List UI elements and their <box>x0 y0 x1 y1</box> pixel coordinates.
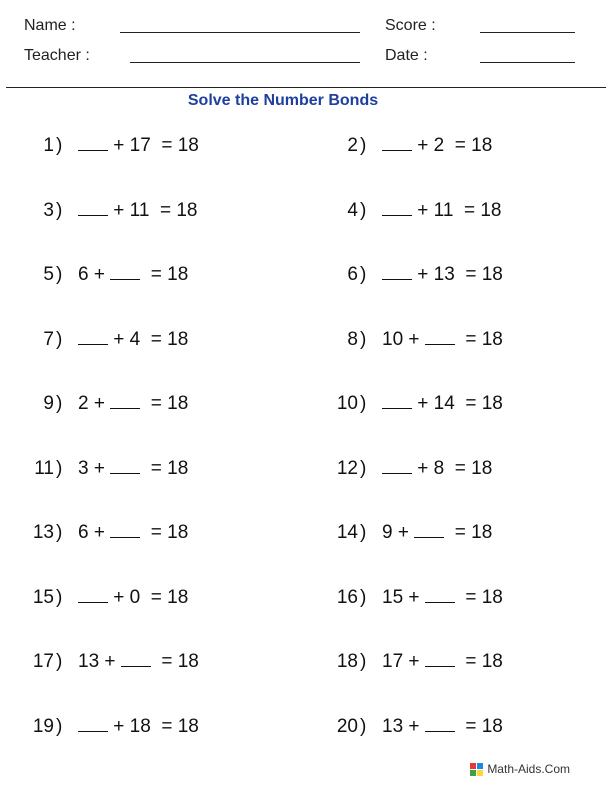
problem-paren: ) <box>360 135 367 156</box>
problem-paren: ) <box>56 715 63 737</box>
expression-term: = 18 <box>150 328 189 350</box>
expression-term: + 4 <box>113 328 141 350</box>
problem-paren: ) <box>360 715 367 737</box>
problem-number: 16 <box>336 586 358 608</box>
answer-blank[interactable] <box>425 715 455 732</box>
problem-number: 8 <box>347 328 358 350</box>
problem-expression <box>78 586 188 609</box>
problem-expression <box>382 134 492 157</box>
problem-number: 7 <box>43 328 54 350</box>
answer-blank[interactable] <box>425 650 455 667</box>
expression-term: = 18 <box>463 199 502 221</box>
answer-blank[interactable] <box>382 392 412 409</box>
answer-blank[interactable] <box>78 715 108 732</box>
problem-number: 1 <box>43 135 54 156</box>
problem-number: 18 <box>336 651 358 672</box>
answer-blank[interactable] <box>78 586 108 603</box>
footer-site-text: Math-Aids.Com <box>487 762 570 776</box>
problem-20 <box>318 715 503 738</box>
problem-1 <box>14 134 199 157</box>
problem-expression <box>382 521 492 544</box>
problem-16 <box>318 586 503 609</box>
expression-term: 2 + <box>78 393 105 414</box>
problem-paren: ) <box>56 393 63 414</box>
problem-number: 10 <box>336 393 358 414</box>
answer-blank[interactable] <box>414 521 444 538</box>
answer-blank[interactable] <box>78 199 108 216</box>
expression-term: + 2 <box>417 135 445 156</box>
problem-paren: ) <box>360 328 367 350</box>
answer-blank[interactable] <box>382 263 412 280</box>
problem-number: 15 <box>32 586 54 608</box>
problem-expression <box>382 586 503 609</box>
expression-term: = 18 <box>150 522 189 543</box>
score-label: Score : <box>385 17 436 34</box>
problem-number: 20 <box>336 715 358 737</box>
expression-term: = 18 <box>161 715 199 737</box>
problem-9 <box>14 392 188 415</box>
expression-term: = 18 <box>454 135 493 156</box>
problem-number: 14 <box>336 522 358 543</box>
problem-number: 6 <box>347 264 358 285</box>
answer-blank[interactable] <box>425 586 455 603</box>
problem-2 <box>318 134 492 157</box>
problem-expression <box>382 650 503 673</box>
expression-term: + 8 <box>417 457 445 479</box>
problem-11 <box>14 457 188 480</box>
expression-term: 6 + <box>78 264 105 285</box>
problem-number: 13 <box>32 522 54 543</box>
problem-paren: ) <box>56 651 63 672</box>
expression-term: = 18 <box>465 328 503 350</box>
problem-expression <box>78 263 188 286</box>
expression-term: = 18 <box>161 651 199 672</box>
problem-expression <box>78 650 199 673</box>
expression-term: = 18 <box>465 715 503 737</box>
problem-expression <box>382 392 503 415</box>
problem-6 <box>318 263 503 286</box>
expression-term: 9 + <box>382 522 409 543</box>
problem-number: 3 <box>43 199 54 221</box>
answer-blank[interactable] <box>121 650 151 667</box>
problem-8 <box>318 328 503 351</box>
teacher-label: Teacher : <box>24 47 90 64</box>
answer-blank[interactable] <box>382 134 412 151</box>
name-label: Name : <box>24 17 76 34</box>
problem-number: 2 <box>347 135 358 156</box>
problem-paren: ) <box>56 199 63 221</box>
problem-paren: ) <box>360 522 367 543</box>
problem-paren: ) <box>56 457 63 479</box>
problem-paren: ) <box>56 264 63 285</box>
problem-number: 12 <box>336 457 358 479</box>
math-aids-logo-icon <box>470 763 483 776</box>
expression-term: 10 + <box>382 328 420 350</box>
problem-expression <box>382 715 503 738</box>
expression-term: = 18 <box>465 264 503 285</box>
problem-paren: ) <box>56 135 63 156</box>
expression-term: = 18 <box>465 651 503 672</box>
problem-paren: ) <box>360 264 367 285</box>
problem-paren: ) <box>360 393 367 414</box>
expression-term: + 11 <box>417 199 454 221</box>
problem-number: 5 <box>43 264 54 285</box>
expression-term: + 14 <box>417 393 455 414</box>
answer-blank[interactable] <box>382 457 412 474</box>
expression-term: = 18 <box>150 393 189 414</box>
expression-term: 6 + <box>78 522 105 543</box>
expression-term: = 18 <box>161 135 199 156</box>
problem-expression <box>78 328 188 351</box>
expression-term: 13 + <box>78 651 116 672</box>
problem-14 <box>318 521 492 544</box>
worksheet-title: Solve the Number Bonds <box>187 92 379 109</box>
expression-term: + 13 <box>417 264 455 285</box>
problem-paren: ) <box>360 586 367 608</box>
expression-term: 15 + <box>382 586 420 608</box>
problem-paren: ) <box>56 328 63 350</box>
problem-expression <box>78 715 199 738</box>
answer-blank[interactable] <box>425 328 455 345</box>
answer-blank[interactable] <box>110 392 140 409</box>
problem-expression <box>78 199 197 222</box>
expression-term: + 0 <box>113 586 141 608</box>
expression-term: = 18 <box>159 199 198 221</box>
problem-10 <box>318 392 503 415</box>
expression-term: = 18 <box>454 522 493 543</box>
expression-term: 17 + <box>382 651 420 672</box>
expression-term: 3 + <box>78 457 105 479</box>
problem-18 <box>318 650 503 673</box>
problem-expression <box>78 134 199 157</box>
answer-blank[interactable] <box>382 199 412 216</box>
problem-5 <box>14 263 188 286</box>
expression-term: = 18 <box>465 393 503 414</box>
problem-paren: ) <box>360 651 367 672</box>
problem-expression <box>382 263 503 286</box>
expression-term: = 18 <box>150 264 189 285</box>
answer-blank[interactable] <box>110 263 140 280</box>
problem-paren: ) <box>56 522 63 543</box>
problem-19 <box>14 715 199 738</box>
problem-number: 11 <box>34 457 54 479</box>
expression-term: = 18 <box>465 586 503 608</box>
problem-7 <box>14 328 188 351</box>
problem-expression <box>78 457 188 480</box>
problem-expression <box>382 328 503 351</box>
problem-expression <box>78 392 188 415</box>
problem-13 <box>14 521 188 544</box>
problem-number: 9 <box>43 393 54 414</box>
date-label: Date : <box>385 47 428 64</box>
expression-term: + 17 <box>113 135 151 156</box>
problem-15 <box>14 586 188 609</box>
expression-term: + 11 <box>113 199 150 221</box>
problem-expression <box>78 521 188 544</box>
problem-number: 19 <box>32 715 54 737</box>
expression-term: + 18 <box>113 715 151 737</box>
answer-blank[interactable] <box>110 521 140 538</box>
answer-blank[interactable] <box>78 134 108 151</box>
expression-term: = 18 <box>150 586 189 608</box>
problem-4 <box>318 199 501 222</box>
problem-number: 17 <box>32 651 54 672</box>
problem-12 <box>318 457 492 480</box>
problem-expression <box>382 457 492 480</box>
footer <box>470 762 570 776</box>
problem-paren: ) <box>360 457 367 479</box>
expression-term: = 18 <box>150 457 189 479</box>
problem-17 <box>14 650 199 673</box>
problem-number: 4 <box>347 199 358 221</box>
answer-blank[interactable] <box>110 457 140 474</box>
expression-term: = 18 <box>454 457 493 479</box>
problem-paren: ) <box>360 199 367 221</box>
problem-paren: ) <box>56 586 63 608</box>
problem-3 <box>14 199 197 222</box>
expression-term: 13 + <box>382 715 420 737</box>
answer-blank[interactable] <box>78 328 108 345</box>
problem-expression <box>382 199 501 222</box>
